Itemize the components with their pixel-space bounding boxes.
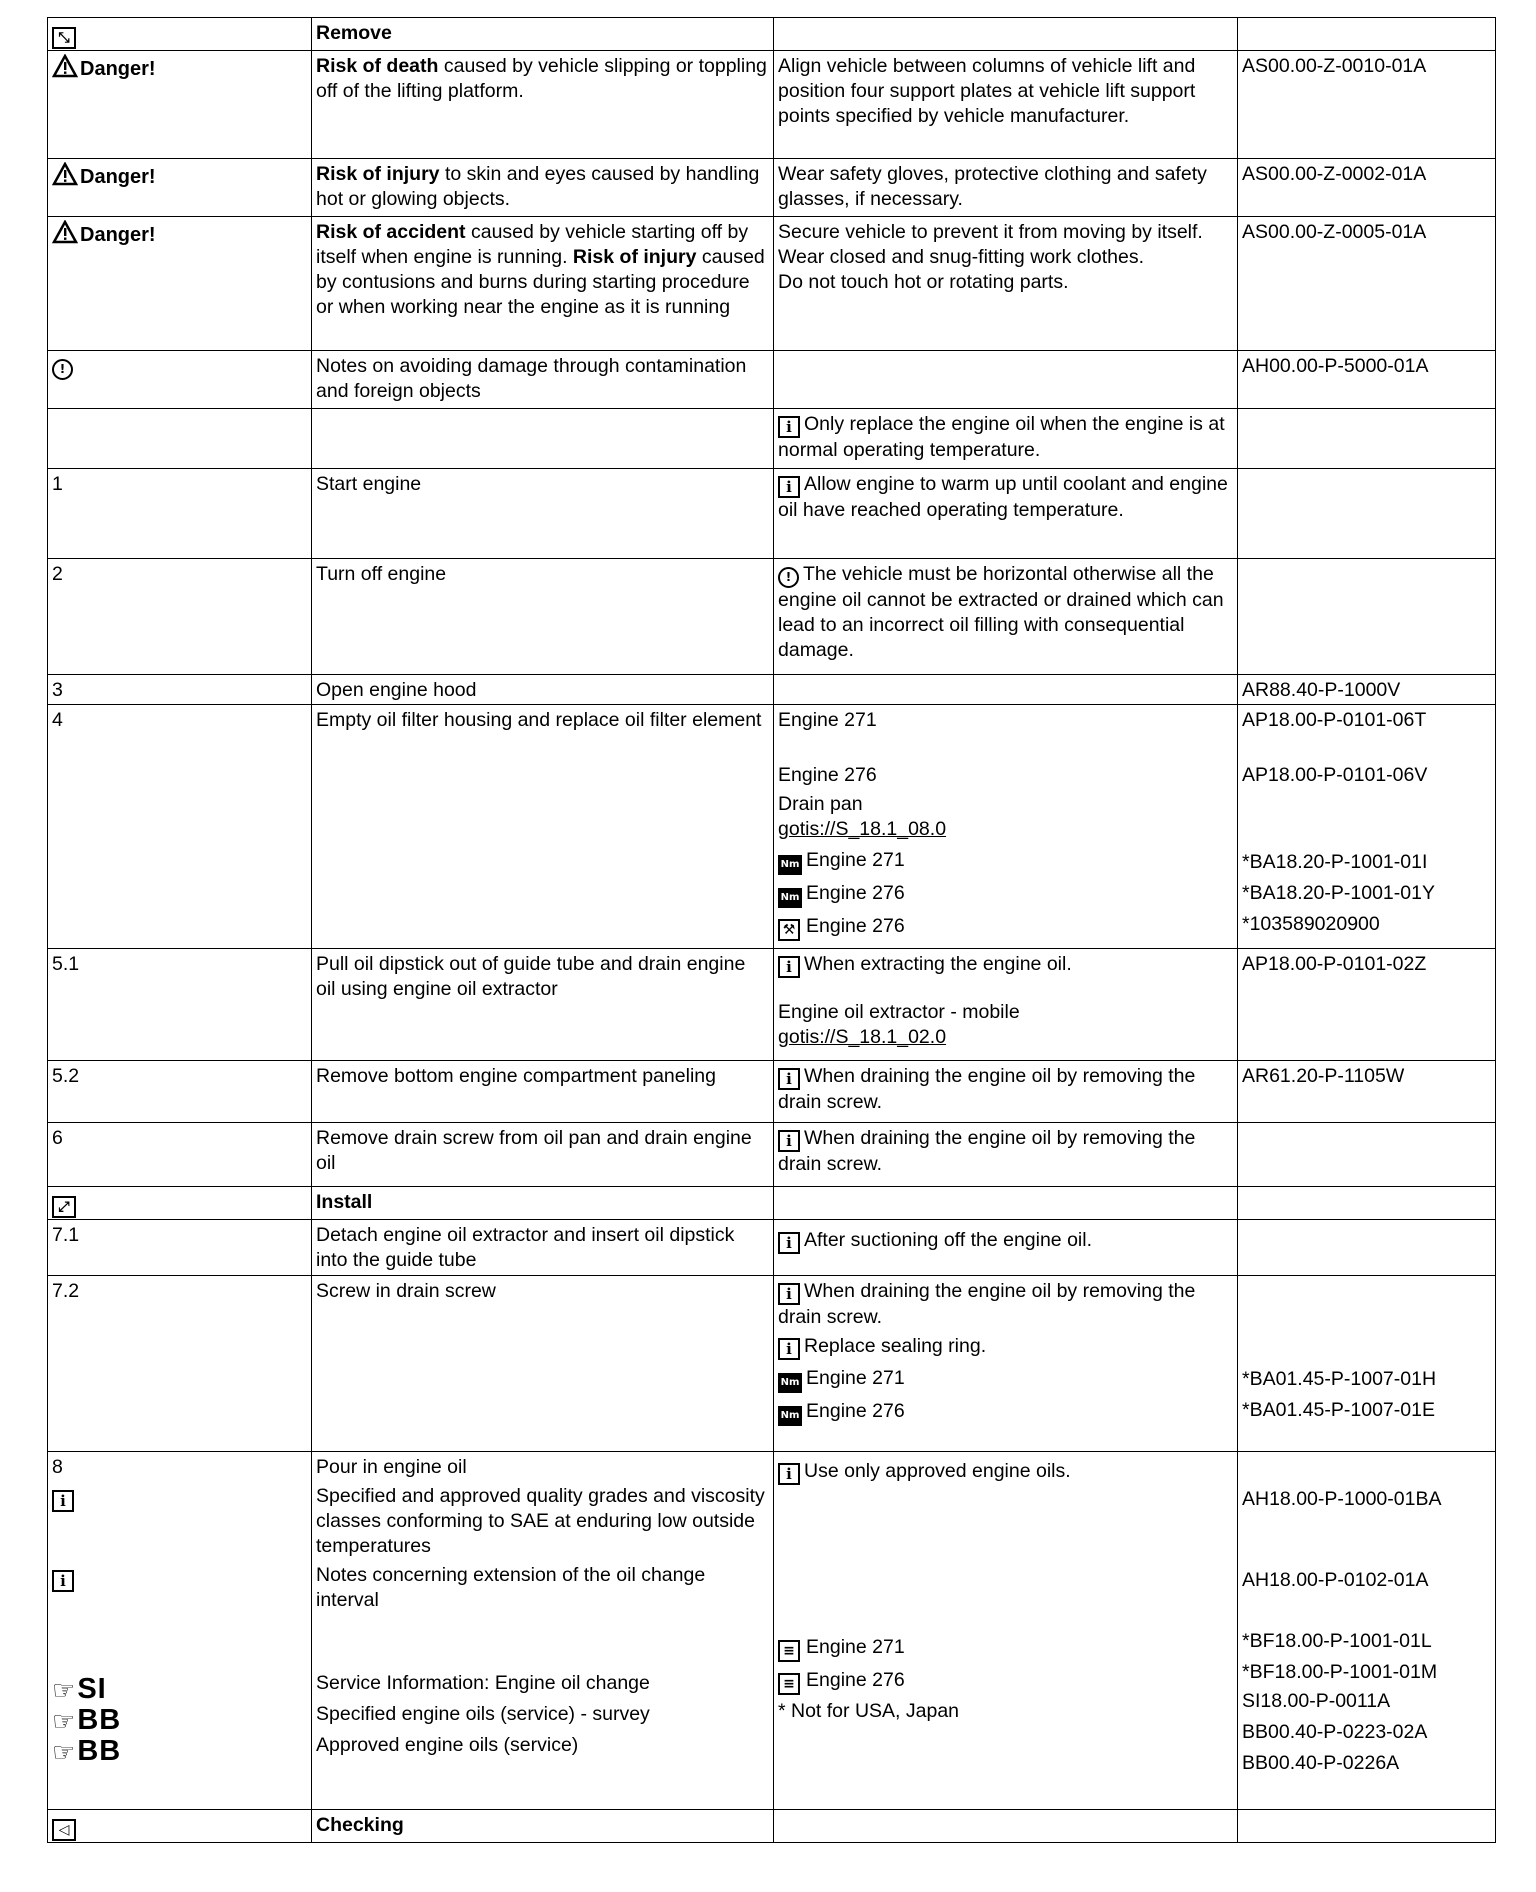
danger-row [48,159,1496,217]
info-icon: i [778,416,800,438]
reference-link[interactable]: AS00.00-Z-0005-01A [1238,217,1496,351]
action-text-2: Wear closed and snug-fitting work clothes. [778,246,1144,268]
step-text: Pull oil dipstick out of guide tube and drain engine oil using engine oil extractor [312,949,774,1061]
step-note: Replace sealing ring. [804,1335,987,1357]
danger-label: Danger! [80,224,156,246]
reference-link[interactable]: *BA18.20-P-1001-01I [1242,851,1428,873]
step-text: Detach engine oil extractor and insert oil dipstick into the guide tube [312,1220,774,1276]
step-row [48,1061,1496,1123]
info-icon: i [778,956,800,978]
warning-triangle-icon [52,162,78,186]
info-icon: i [778,1463,800,1485]
bb-tag: BB [77,1735,122,1767]
risk-heading: Risk of injury [316,163,440,185]
reference-link[interactable]: AP18.00-P-0101-02Z [1238,949,1496,1061]
info-icon: i [52,1570,74,1592]
risk-text-2: caused by contusions and burns during starting procedure or when working near the engine as it is running [316,246,765,318]
reference-link[interactable]: *103589020900 [1242,913,1380,935]
engine-label: Engine 276 [806,1400,905,1422]
step-row [48,1452,1496,1810]
engine-label: Engine 271 [806,1636,905,1658]
action-text: Align vehicle between columns of vehicle lift and position four support plates at vehicle lift support points specified by vehicle manufacturer. [774,51,1238,159]
torque-icon: Nm [778,855,802,875]
step-note: The vehicle must be horizontal otherwise all the engine oil cannot be extracted or drained which can lead to an incorrect oil filling with consequential damage. [778,563,1224,661]
step-row [48,1276,1496,1452]
engine-label: Engine 271 [778,709,877,731]
danger-label: Danger! [80,58,156,80]
step-number: 4 [48,705,312,949]
warning-triangle-icon [52,220,78,244]
info-icon: i [778,1283,800,1305]
step-text: Open engine hood [312,675,774,705]
step-number: 7.2 [48,1276,312,1452]
step-row [48,1220,1496,1276]
checking-icon: ◁ [52,1819,76,1841]
section-title-install: Install [312,1187,774,1220]
reference-link[interactable]: BB00.40-P-0226A [1242,1752,1400,1774]
reference-link[interactable]: AH18.00-P-1000-01BA [1242,1488,1442,1510]
remove-icon: ⤡ [52,27,76,49]
reference-link[interactable]: *BA01.45-P-1007-01E [1242,1399,1435,1421]
step-number: 3 [48,675,312,705]
reference-link[interactable]: *BA01.45-P-1007-01H [1242,1368,1437,1390]
torque-icon: Nm [778,888,802,908]
engine-label: Engine 276 [806,1669,905,1691]
engine-label: Engine 276 [806,915,905,937]
tool-label: Engine oil extractor - mobile [778,1001,1020,1023]
step-note: After suctioning off the engine oil. [804,1229,1092,1251]
section-row-remove [48,18,1496,51]
gotis-link[interactable]: gotis://S_18.1_02.0 [778,1026,947,1048]
step-note: When draining the engine oil by removing the drain screw. [778,1280,1196,1328]
install-icon: ⤢ [52,1196,76,1218]
section-row-checking [48,1810,1496,1843]
pointing-hand-icon: ☞ [52,1675,76,1705]
step-note: When extracting the engine oil. [804,953,1072,975]
reference-link[interactable]: *BF18.00-P-1001-01L [1242,1630,1432,1652]
step-row [48,949,1496,1061]
danger-row [48,51,1496,159]
reference-link[interactable]: SI18.00-P-0011A [1242,1690,1391,1712]
risk-heading-2: Risk of injury [572,246,697,268]
step-number: 7.1 [48,1220,312,1276]
caution-circle-icon: ! [52,359,73,380]
reference-link[interactable]: *BF18.00-P-1001-01M [1242,1661,1438,1683]
gotis-link[interactable]: gotis://S_18.1_08.0 [778,818,947,840]
notes-text: Notes on avoiding damage through contamination and foreign objects [312,351,774,409]
section-row-install [48,1187,1496,1220]
action-text: Wear safety gloves, protective clothing and safety glasses, if necessary. [774,159,1238,217]
section-title-checking: Checking [312,1810,774,1843]
fluid-sheet-icon: ≡ [778,1640,800,1662]
action-text-3: Do not touch hot or rotating parts. [778,271,1069,293]
drain-pan-label: Drain pan [778,793,863,815]
step-number: 5.2 [48,1061,312,1123]
step-note: Allow engine to warm up until coolant and engine oil have reached operating temperature. [778,473,1228,521]
step-note: Use only approved engine oils. [804,1460,1071,1482]
step-text: Turn off engine [312,559,774,675]
torque-icon: Nm [778,1373,802,1393]
step-text: Remove drain screw from oil pan and drain engine oil [312,1123,774,1187]
section-title-remove: Remove [312,18,774,51]
reference-link[interactable]: *BA18.20-P-1001-01Y [1242,882,1435,904]
service-info-text: Service Information: Engine oil change [316,1672,650,1694]
footnote: * Not for USA, Japan [778,1700,960,1722]
notes-row [48,351,1496,409]
step-text: Start engine [312,469,774,559]
risk-heading: Risk of death [316,55,439,77]
bb-text: Approved engine oils (service) [316,1734,579,1756]
info-row [48,409,1496,469]
risk-heading: Risk of accident [316,221,466,243]
step-row [48,469,1496,559]
step-note: When draining the engine oil by removing the drain screw. [778,1065,1196,1113]
pointing-hand-icon: ☞ [52,1737,76,1767]
risk-text: caused by vehicle starting off by itself when engine is running. [316,221,749,268]
reference-link[interactable]: AS00.00-Z-0010-01A [1238,51,1496,159]
reference-link[interactable]: AP18.00-P-0101-06V [1242,764,1428,786]
step-note: When draining the engine oil by removing the drain screw. [778,1127,1196,1175]
risk-text: caused by vehicle slipping or toppling off of the lifting platform. [316,55,767,102]
info-icon: i [778,1068,800,1090]
warning-triangle-icon [52,54,78,78]
step-text: Remove bottom engine compartment paneling [312,1061,774,1123]
info-icon: i [778,1130,800,1152]
step-number: 1 [48,469,312,559]
step-text: Screw in drain screw [312,1276,774,1452]
engine-label: Engine 276 [778,764,877,786]
reference-link[interactable]: AS00.00-Z-0002-01A [1238,159,1496,217]
procedure-table [47,17,1496,1843]
step-text: Empty oil filter housing and replace oil filter element [312,705,774,949]
step-number: 5.1 [48,949,312,1061]
action-text: Secure vehicle to prevent it from moving by itself. [778,221,1203,243]
torque-icon: Nm [778,1406,802,1426]
special-tool-icon: ⚒ [778,919,800,941]
step-number: 2 [48,559,312,675]
info-icon: i [52,1490,74,1512]
reference-link[interactable]: AH18.00-P-0102-01A [1242,1569,1429,1591]
step-row [48,705,1496,949]
caution-circle-icon: ! [778,567,799,588]
spec-text: Specified and approved quality grades and viscosity classes conforming to SAE at enduring low outside temperatures [316,1485,765,1557]
risk-text: to skin and eyes caused by handling hot or glowing objects. [316,163,760,210]
engine-label: Engine 276 [806,882,905,904]
reference-link[interactable]: AR61.20-P-1105W [1238,1061,1496,1123]
info-icon: i [778,1338,800,1360]
step-row [48,1123,1496,1187]
reference-link[interactable]: AR88.40-P-1000V [1238,675,1496,705]
reference-link[interactable]: AP18.00-P-0101-06T [1242,709,1427,731]
info-icon: i [778,476,800,498]
step-number: 6 [48,1123,312,1187]
bb-text: Specified engine oils (service) - survey [316,1703,650,1725]
si-tag: SI [77,1673,107,1705]
engine-label: Engine 271 [806,1367,905,1389]
step-row [48,675,1496,705]
bb-tag: BB [77,1704,122,1736]
fluid-sheet-icon: ≡ [778,1673,800,1695]
step-number: 8 [52,1456,63,1478]
step-text: Pour in engine oil [316,1456,467,1478]
reference-link[interactable]: AH00.00-P-5000-01A [1238,351,1496,409]
info-text: Only replace the engine oil when the engine is at normal operating temperature. [778,413,1225,461]
reference-link[interactable]: BB00.40-P-0223-02A [1242,1721,1428,1743]
engine-label: Engine 271 [806,849,905,871]
pointing-hand-icon: ☞ [52,1706,76,1736]
danger-row [48,217,1496,351]
info-icon: i [778,1232,800,1254]
step-row [48,559,1496,675]
extension-text: Notes concerning extension of the oil change interval [316,1564,706,1611]
procedure-document [47,17,1495,1843]
danger-label: Danger! [80,166,156,188]
